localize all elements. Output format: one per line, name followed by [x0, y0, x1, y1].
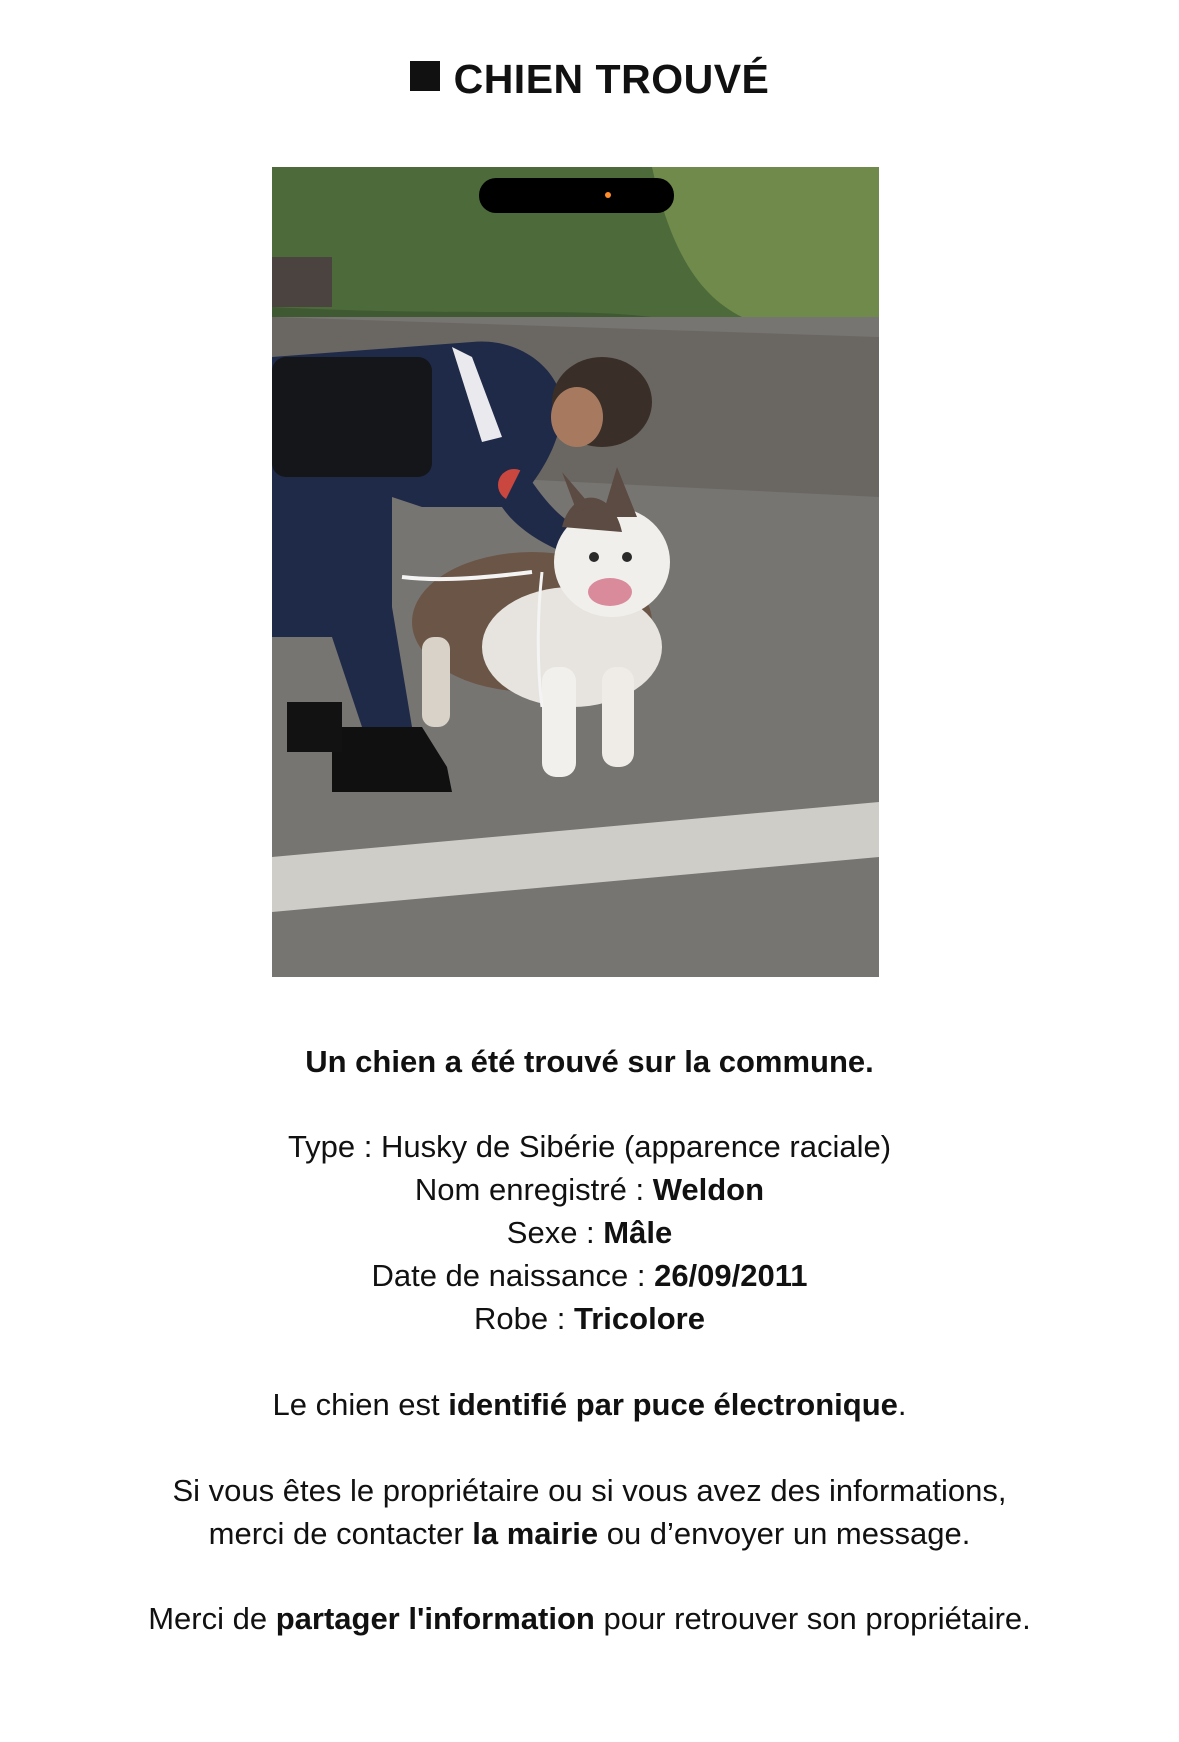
detail-birthdate: Date de naissance : 26/09/2011 [371, 1258, 808, 1293]
contact-line-1: Si vous êtes le propriétaire ou si vous avez des informations, [172, 1473, 1007, 1508]
detail-sex: Sexe : Mâle [506, 1215, 673, 1250]
chip-info: Le chien est identifié par puce électronique. [272, 1387, 907, 1422]
dog-details [0, 1125, 1179, 1340]
square-bullet-icon [410, 61, 440, 91]
dog-photo [272, 167, 879, 977]
detail-type: Type : Husky de Sibérie (apparence raciale) [287, 1129, 892, 1164]
title-text: CHIEN TROUVÉ [453, 56, 770, 102]
contact-info [0, 1469, 1179, 1555]
share-request: Merci de partager l'information pour retrouver son propriétaire. [148, 1601, 1031, 1636]
detail-coat: Robe : Tricolore [474, 1301, 705, 1336]
found-announcement: Un chien a été trouvé sur la commune. [305, 1044, 874, 1079]
contact-line-2: merci de contacter la mairie ou d’envoyer un message. [208, 1516, 971, 1551]
page-title [0, 56, 1179, 103]
detail-name: Nom enregistré : Weldon [414, 1172, 765, 1207]
